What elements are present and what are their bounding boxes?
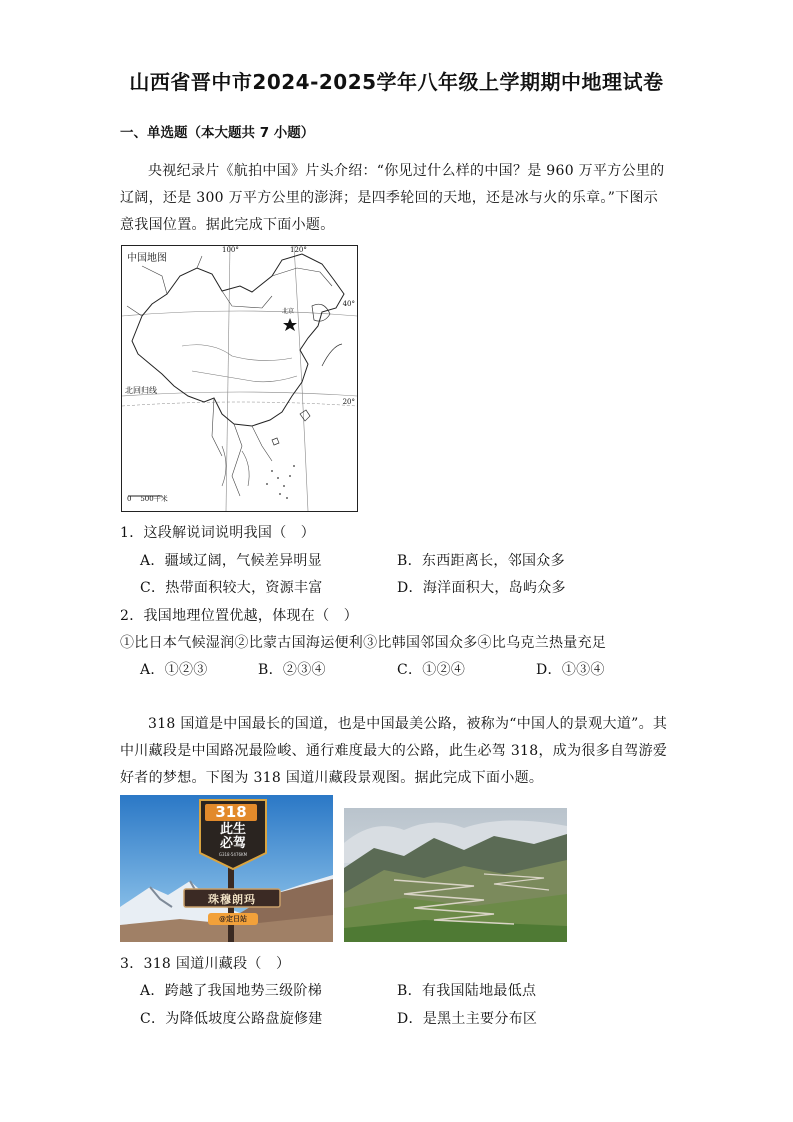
map-lon-label-2: 120° — [290, 246, 307, 254]
china-map-svg — [122, 246, 357, 511]
photo-winding-road — [344, 808, 567, 942]
map-lat-label-2: 20° — [342, 398, 355, 406]
map-title: 中国地图 — [126, 249, 168, 264]
map-lon-label-1: 100° — [222, 246, 239, 254]
sign-line-2: 必驾 — [219, 836, 246, 851]
q1-option-c: C．热带面积较大，资源丰富 — [140, 580, 323, 596]
map-tropic-label: 北回归线 — [125, 386, 157, 395]
passage-2: 318 国道是中国最长的国道，也是中国最美公路，被称为“中国人的景观大道”。其中川藏段是中国路况最险峻、通行难度最大的公路，此生必驾 318，成为很多自驾游爱好者的梦想。下图为 318 国道川藏段景观图。据此完成下面小题。 — [120, 716, 668, 786]
q3-option-c: C．为降低坡度公路盘旋修建 — [140, 1011, 323, 1027]
sign-line-1: 此生 — [219, 822, 246, 837]
map-capital-label: 北京 — [282, 308, 295, 315]
sign-station: @定日站 — [219, 915, 247, 923]
photo-318-sign — [120, 795, 333, 942]
q2-option-c: C．①②④ — [397, 662, 466, 678]
q2-stem: 2．我国地理位置优越，体现在（ ） — [120, 608, 359, 624]
sign-place-name: 珠穆朗玛 — [208, 893, 256, 906]
q2-option-d: D．①③④ — [536, 662, 605, 678]
q2-option-a: A．①②③ — [140, 662, 208, 678]
q3-stem: 3．318 国道川藏段（ ） — [120, 956, 291, 972]
map-scale-label: 0 500千米 — [127, 495, 168, 503]
q1-option-d: D．海洋面积大，岛屿众多 — [397, 580, 566, 596]
q2-statements: ①比日本气候湿润②比蒙古国海运便利③比韩国邻国众多④比乌克兰热量充足 — [120, 635, 607, 651]
section-heading: 一、单选题（本大题共 7 小题） — [120, 125, 315, 141]
china-map-figure — [121, 245, 358, 512]
q3-option-a: A．跨越了我国地势三级阶梯 — [140, 983, 323, 999]
sign-number: 318 — [215, 803, 247, 821]
page-title: 山西省晋中市2024-2025学年八年级上学期期中地理试卷 — [129, 70, 664, 94]
q3-option-d: D．是黑土主要分布区 — [397, 1011, 538, 1027]
q1-option-a: A．疆域辽阔，气候差异明显 — [140, 553, 323, 569]
q3-option-b: B．有我国陆地最低点 — [397, 983, 537, 999]
q1-stem: 1．这段解说词说明我国（ ） — [120, 525, 316, 541]
sign-subtext: G318·5476KM — [218, 852, 248, 857]
map-lat-label-1: 40° — [342, 300, 355, 308]
q2-option-b: B．②③④ — [258, 662, 326, 678]
passage-1: 央视纪录片《航拍中国》片头介绍：“你见过什么样的中国？是 960 万平方公里的辽阔，还是 300 万平方公里的澎湃；是四季轮回的天地，还是冰与火的乐章。”下图示意我国位置。据此完成下面小题。 — [120, 163, 665, 233]
q1-option-b: B．东西距离长，邻国众多 — [397, 553, 565, 569]
